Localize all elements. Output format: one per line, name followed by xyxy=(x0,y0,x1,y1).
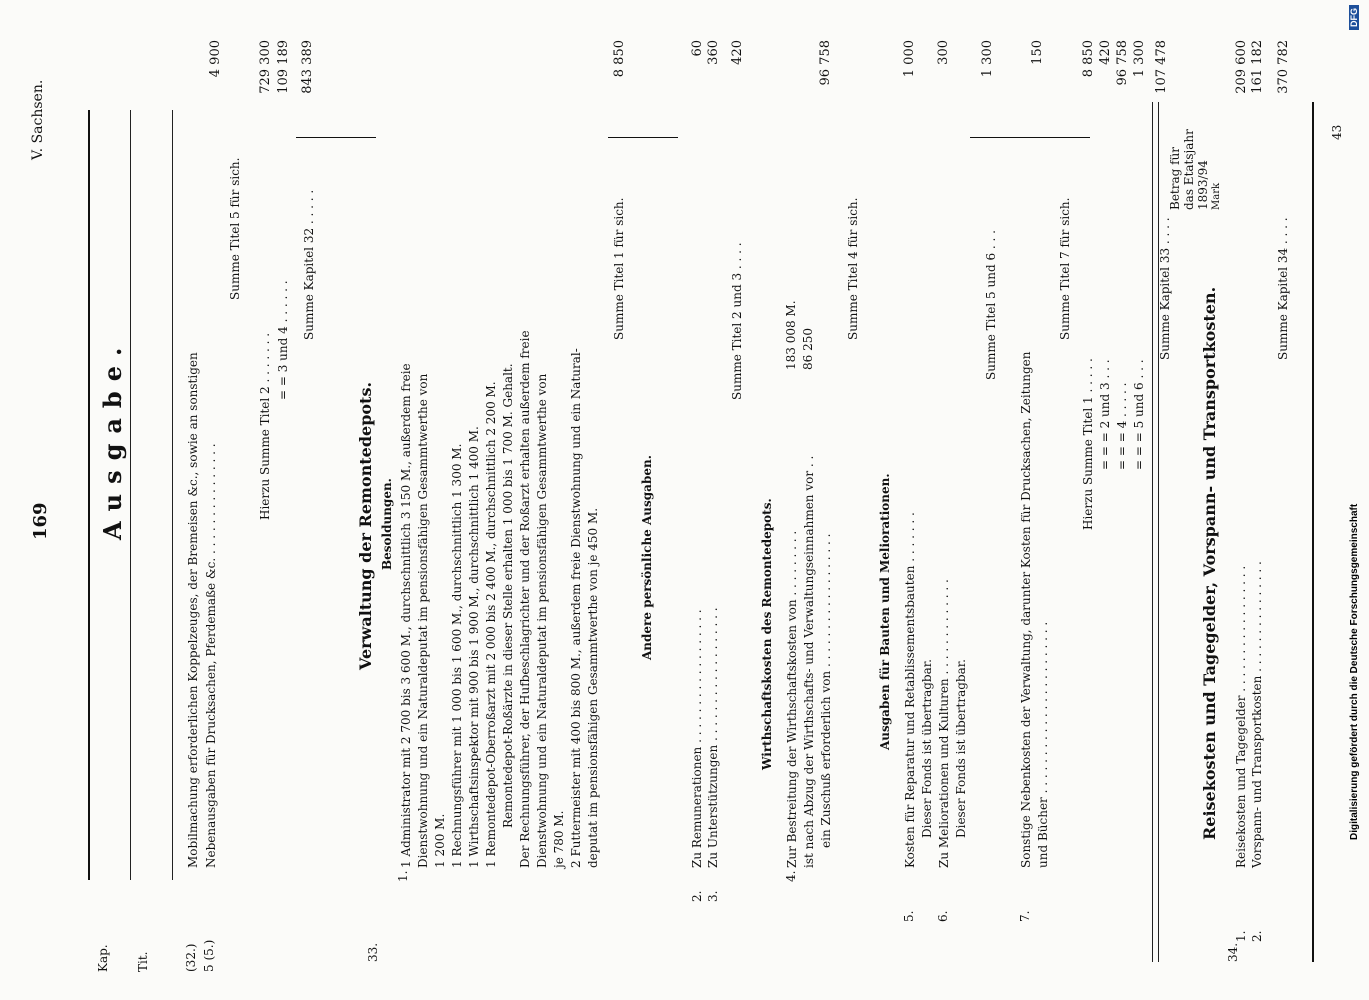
kap33-sum-t4: Summe Titel 4 für sich. xyxy=(846,197,860,340)
kap33-amt-t7: 150 xyxy=(1030,40,1045,65)
kap33-hierzu-amts: 8 850 420 96 758 1 300 xyxy=(1081,40,1147,86)
kap33-bauten-heading: Ausgaben für Bauten und Meliorationen. xyxy=(878,473,892,750)
folio-number: 43 xyxy=(1330,124,1344,140)
kap33-amt-t23: 420 xyxy=(730,40,745,65)
kap33-unterstuetzungen: Zu Unterstützungen . . . . . . . . . . . . . . . . . . xyxy=(706,607,720,868)
kap33-sum-t1: Summe Titel 1 für sich. xyxy=(612,197,626,340)
page-number: 169 xyxy=(30,502,51,540)
kap33-amt-a: 183 008 M. xyxy=(784,300,798,370)
kap32-hierzu: Hierzu Summe Titel 2 . . . . . . . xyxy=(258,332,272,520)
kap33-besoldungen: Besoldungen. xyxy=(380,478,394,570)
kap33-hierzu-lines: Hierzu Summe Titel 1 . . . . . = = = 2 und 3 . . . = = = 4 . . . . . = = = 5 und 6 . . . xyxy=(1081,358,1146,530)
kap32-label: (32.) xyxy=(184,943,198,972)
kap33-t7: 7. xyxy=(1018,910,1032,922)
top-rule xyxy=(88,110,90,880)
column-divider xyxy=(130,110,131,880)
kap34-line2: Vorspann- und Transportkosten . . . . . . . . . . . . . . . xyxy=(1250,561,1264,868)
kap34-line1: Reisekosten und Tagegelder . . . . . . . . . . . . . . . . . xyxy=(1234,565,1248,868)
kap32-tit: 5 (5.) xyxy=(202,939,216,972)
kap32-sum-title5: Summe Titel 5 für sich. xyxy=(228,157,242,300)
kap33-andere: Andere persönliche Ausgaben. xyxy=(640,455,654,660)
kap33-sum-t7: Summe Titel 7 für sich. xyxy=(1058,197,1072,340)
kap33-remunerationen: Zu Remunerationen . . . . . . . . . . . . . . . . . . xyxy=(690,609,704,868)
kap33-besoldungen-list: 1 Administrator mit 2 700 bis 3 600 M., durchschnittlich 3 150 M., außerdem freie Dienstwohnung und ein Naturaldeputat im pensionsfähigen Gesammtwerthe von 1 200 M. 1 Rechnungsführer mit 1 000 bis 1 600 M., durchschnittlich 1 300 M. 1 Wirthschaftsinspektor mit 900 bis 1 900 M., durchschnittlich 1 400 M. 1 Remontedepot-Oberroßarzt mit 2 000 bis 2 400 M., durchschnittlich 2 200 M. Remontedepot-Roßärzte in dieser Stelle erhalten 1 000 bis 1 700 M. Gehalt. Der Rechnungsführer, der Hufbeschlagrichter und der Roßarzt erhalten außerdem freie Dienstwohnung und ein Naturaldeputat im pensionsfähigen Gesammtwerthe von je 780 M. 2 Futtermeister mit 400 bis 800 M., außerdem freie Dienstwohnung und ein Natural- deputat im pensionsfähigen Gesammtwerthe von je 450 M. xyxy=(399,330,600,868)
kap32-amt-t2: 729 300 xyxy=(258,40,273,94)
kap33-amt-t6: 300 xyxy=(936,40,951,65)
kap33-amt-b: 86 250 xyxy=(801,328,815,370)
kap33-t6: 6. xyxy=(936,910,950,922)
kap33-sum-t23: Summe Titel 2 und 3 . . . . xyxy=(730,242,744,400)
dfg-credit: Digitalisierung gefördert durch die Deutsche Forschungsgemeinschaft xyxy=(1349,503,1360,840)
kap34-sum-kap: Summe Kapitel 34 . . . . xyxy=(1276,217,1290,360)
bottom-rule xyxy=(1312,102,1314,962)
header-amount: Betrag für das Etatsjahr 1893/94 Mark xyxy=(1168,129,1222,210)
kap32-sum34: = = 3 und 4 . . . . . . xyxy=(276,280,290,400)
kap33-sum-t56: Summe Titel 5 und 6 . . . xyxy=(984,230,998,380)
kap33-wirth-lines: Zur Bestreitung der Wirthschaftskosten von . . . . . . . . . ist nach Abzug der Wirthschafts- und Verwaltungseinnahmen vor . . ein Zuschuß erforderlich von . . . . . . . . . . . . . . . . . . xyxy=(785,455,833,868)
kap33-amt-t5: 1 000 xyxy=(902,40,917,78)
kap33-amt-t4: 96 758 xyxy=(818,40,833,86)
kap33-t3: 3. xyxy=(706,890,720,902)
kap33-sonstige-lines: Sonstige Nebenkosten der Verwaltung, darunter Kosten für Drucksachen, Zeitungen und Bücher . . . . . . . . . . . . . . . . . . . . . . . xyxy=(1019,351,1050,868)
kap33-heading: Verwaltung der Remontedepots. xyxy=(356,381,375,670)
kap33-amt-t56: 1 300 xyxy=(980,40,995,78)
kap33-amt-t1: 8 850 xyxy=(612,40,627,78)
kap34-label: 34. xyxy=(1226,942,1240,962)
kap33-t2: 2. xyxy=(690,890,704,902)
kap32-amt-t34: 109 189 xyxy=(276,40,291,94)
page-title: Ausgabe. xyxy=(98,337,127,540)
kap32-sum-kap: Summe Kapitel 32 . . . . . xyxy=(302,189,316,340)
kap34-amt2: 161 182 xyxy=(1250,40,1265,94)
column-divider xyxy=(1152,102,1153,962)
kap34-t2: 2. xyxy=(1250,930,1264,942)
sum-rule xyxy=(608,137,678,138)
kap34-t1: 1. xyxy=(1234,930,1248,942)
kap33-sum-kap: Summe Kapitel 33 . . . . xyxy=(1158,217,1172,360)
kap33-t5: 5. xyxy=(902,910,916,922)
kap33-amt-t2: 60 xyxy=(690,40,705,57)
kap33-amt-kap: 107 478 xyxy=(1154,40,1169,94)
dfg-logo: DFG xyxy=(1349,5,1359,30)
kap33-amt-t3: 360 xyxy=(706,40,721,65)
kap34-amt-kap: 370 782 xyxy=(1276,40,1291,94)
kap33-t4: 4. xyxy=(784,870,798,882)
header-kap: Kap. xyxy=(96,944,110,972)
header-tit: Tit. xyxy=(136,951,150,972)
region-title: V. Sachsen. xyxy=(30,79,46,160)
kap32-text: Mobilmachung erforderlichen Koppelzeuges, der Bremeisen &c., sowie an sonstigen Nebenausgaben für Drucksachen, Pferdemaße &c. . . . . . . . . . . . . . . . xyxy=(186,352,218,868)
kap33-wirth-heading: Wirthschaftskosten des Remontedepots. xyxy=(760,498,774,770)
kap34-amt1: 209 600 xyxy=(1234,40,1249,94)
kap32-amt-kap: 843 389 xyxy=(300,40,315,94)
kap32-amt-t5: 4 900 xyxy=(208,40,223,78)
kap33-t1: 1. xyxy=(396,870,410,882)
kap33-bauten-lines: Kosten für Reparatur und Retablissementsbauten . . . . . . . Dieser Fonds ist übertragbar. Zu Meliorationen und Kulturen . . . . . . . . . . . . . Dieser Fonds ist übertragbar. xyxy=(903,512,968,868)
kap34-heading: Reisekosten und Tagegelder, Vorspann- und Transportkosten. xyxy=(1200,286,1219,840)
column-divider xyxy=(172,110,173,880)
kap33-label: 33. xyxy=(366,942,380,962)
